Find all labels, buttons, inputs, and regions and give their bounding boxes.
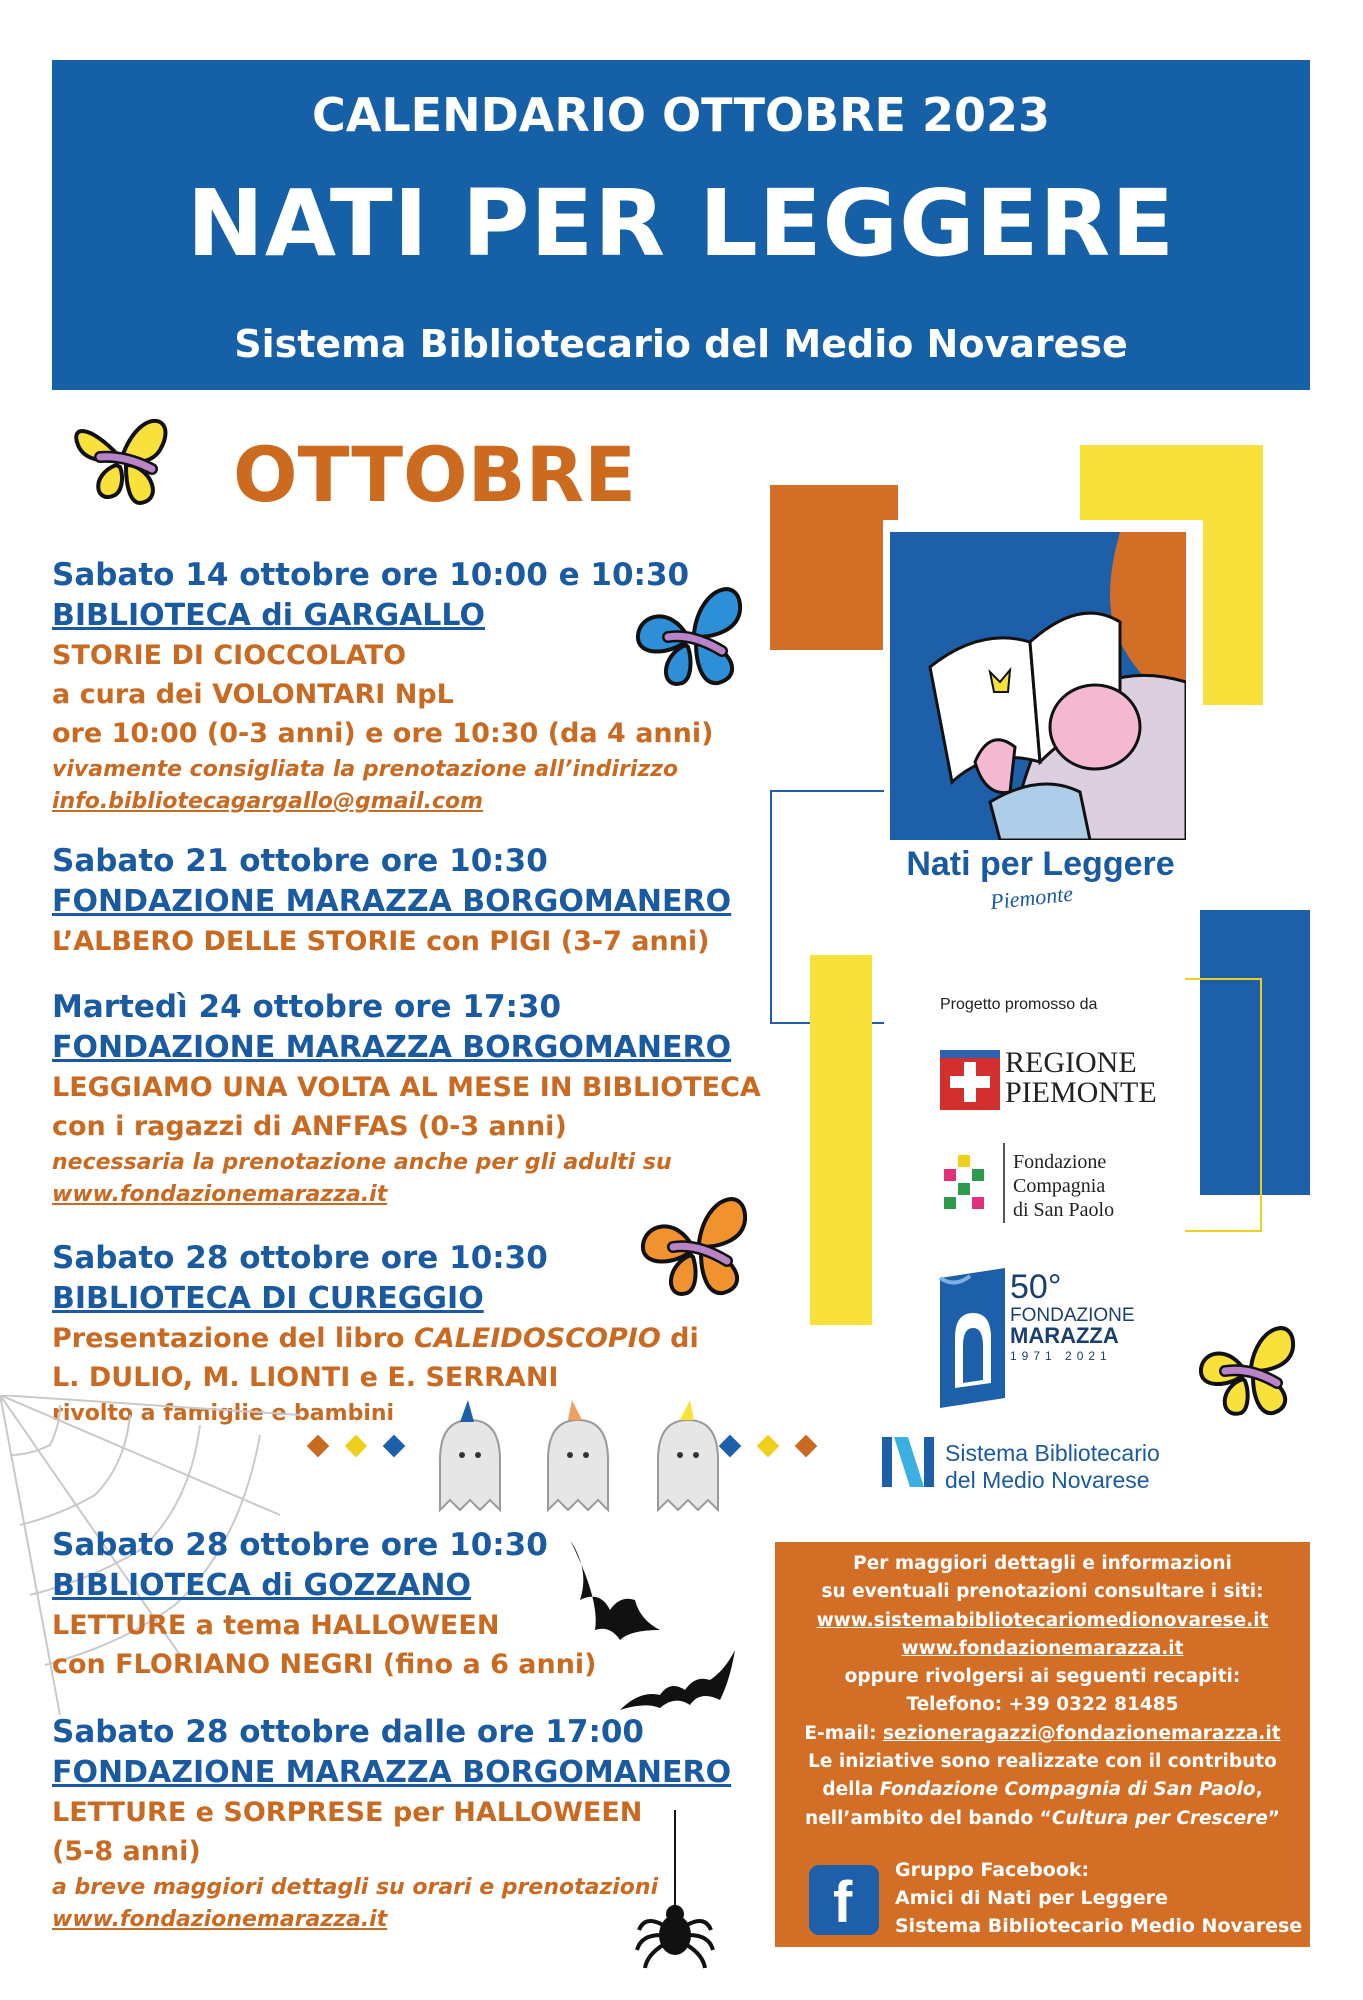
event-venue: BIBLIOTECA di GOZZANO [52, 1568, 471, 1603]
halloween-divider [300, 1400, 820, 1525]
butterfly-orange-icon [635, 1185, 760, 1305]
butterfly-yellow-icon [1195, 1315, 1305, 1425]
sbmn-logo-icon [880, 1435, 940, 1490]
regione-text: PIEMONTE [1005, 1076, 1157, 1109]
event-detail: L. DULIO, M. LIONTI e E. SERRANI [52, 1362, 559, 1393]
event-detail: ore 10:00 (0-3 anni) e ore 10:30 (da 4 anni) [52, 718, 714, 749]
regione-text: REGIONE [1005, 1046, 1137, 1079]
info-website-link[interactable]: www.fondazionemarazza.it [901, 1637, 1184, 1659]
credit-text: nell’ambito del bando “ [805, 1807, 1052, 1829]
butterfly-blue-icon [630, 575, 755, 695]
month-heading: OTTOBRE [233, 430, 637, 519]
spider-icon [635, 1810, 715, 1970]
info-credit [775, 1805, 1310, 1833]
marazza-text: MARAZZA [1010, 1323, 1119, 1348]
email-label: E-mail: [804, 1722, 883, 1744]
credit-sponsor: Fondazione Compagnia di San Paolo [879, 1779, 1256, 1801]
event-detail [52, 1325, 812, 1364]
deco-yellow-bar [810, 955, 872, 1325]
event-date: Sabato 28 ottobre dalle ore 17:00 [52, 1714, 644, 1750]
event-date: Sabato 21 ottobre ore 10:30 [52, 843, 548, 879]
info-line: su eventuali prenotazioni consultare i siti: [821, 1581, 1264, 1603]
info-website-link[interactable]: www.sistemabibliotecariomedionovarese.it [816, 1609, 1269, 1631]
info-box [775, 1542, 1310, 1947]
event-date: Sabato 28 ottobre ore 10:30 [52, 1527, 548, 1563]
facebook-label: Gruppo Facebook: [895, 1859, 1090, 1881]
marazza-years: 1971 2021 [1010, 1349, 1112, 1363]
event-email-link[interactable]: info.bibliotecagargallo@gmail.com [52, 789, 484, 814]
info-email [775, 1720, 1310, 1748]
event-detail: con FLORIANO NEGRI (fino a 6 anni) [52, 1649, 597, 1680]
fcsp-text: Fondazione [1013, 1151, 1107, 1173]
butterfly-yellow-icon [70, 405, 170, 515]
event-detail: con i ragazzi di ANFFAS (0-3 anni) [52, 1111, 567, 1142]
regione-piemonte-logo [1005, 1048, 1157, 1108]
fcsp-divider [1003, 1143, 1005, 1223]
event-text: Presentazione del libro [52, 1323, 414, 1354]
fcsp-logo-icon [940, 1155, 990, 1215]
page-title: NATI PER LEGGERE [186, 170, 1176, 277]
credit-text: della [822, 1779, 880, 1801]
event-website-link[interactable]: www.fondazionemarazza.it [52, 1182, 388, 1207]
sbmn-logo-text [945, 1440, 1160, 1494]
book-title: CALEIDOSCOPIO [414, 1323, 661, 1354]
event-note: a breve maggiori dettagli su orari e prenotazioni [52, 1875, 659, 1900]
fcsp-text: Compagnia [1013, 1175, 1106, 1197]
event-date: Sabato 14 ottobre ore 10:00 e 10:30 [52, 557, 690, 593]
event-detail: L’ALBERO DELLE STORIE con PIGI (3-7 anni) [52, 926, 710, 957]
event-venue: FONDAZIONE MARAZZA BORGOMANERO [52, 1755, 732, 1790]
marazza-logo-text [1010, 1270, 1135, 1362]
event-audience: rivolto a famiglie e bambini [52, 1401, 395, 1426]
event-item [52, 989, 812, 1216]
fcsp-text: di San Paolo [1013, 1199, 1115, 1221]
header-banner [52, 60, 1310, 390]
event-detail: (5-8 anni) [52, 1836, 201, 1867]
fcsp-logo-text [1013, 1150, 1114, 1222]
reading-child-illustration [890, 532, 1186, 840]
sbmn-text: del Medio Novarese [945, 1467, 1150, 1493]
sbmn-text: Sistema Bibliotecario [945, 1440, 1160, 1466]
email-link[interactable]: sezioneragazzi@fondazionemarazza.it [883, 1722, 1281, 1744]
event-note: necessaria la prenotazione anche per gli adulti su [52, 1150, 672, 1175]
event-text: di [660, 1323, 699, 1354]
info-phone: Telefono: +39 0322 81485 [906, 1694, 1179, 1716]
marazza-text: FONDAZIONE [1010, 1305, 1135, 1326]
npl-logo-region: Piemonte [988, 880, 1075, 915]
event-note: vivamente consigliata la prenotazione all’indirizzo [52, 757, 679, 782]
deco-yellow-outline [1185, 978, 1262, 1232]
bats-icon [560, 1540, 740, 1730]
promoted-label: Progetto promosso da [940, 996, 1098, 1013]
event-venue: BIBLIOTECA di GARGALLO [52, 598, 485, 633]
diamond-row-right [719, 1435, 818, 1458]
event-item [52, 843, 812, 967]
event-detail: a cura dei VOLONTARI NpL [52, 679, 454, 710]
page-subtitle: Sistema Bibliotecario del Medio Novarese [234, 322, 1128, 366]
marazza-anniversary: 50° [1010, 1268, 1062, 1306]
regione-piemonte-crest-icon [940, 1050, 1000, 1110]
facebook-icon[interactable]: f [809, 1865, 879, 1935]
facebook-group-name[interactable]: Sistema Bibliotecario Medio Novarese [895, 1915, 1303, 1937]
calendar-label: CALENDARIO OTTOBRE 2023 [312, 88, 1050, 142]
event-website-link[interactable]: www.fondazionemarazza.it [52, 1907, 388, 1932]
event-detail: LETTURE e SORPRESE per HALLOWEEN [52, 1797, 643, 1828]
event-venue: BIBLIOTECA DI CUREGGIO [52, 1281, 484, 1316]
event-detail: LETTURE a tema HALLOWEEN [52, 1610, 500, 1641]
info-line: oppure rivolgersi ai seguenti recapiti: [844, 1666, 1241, 1688]
event-date: Martedì 24 ottobre ore 17:30 [52, 989, 562, 1025]
event-venue: FONDAZIONE MARAZZA BORGOMANERO [52, 884, 732, 919]
credit-text: ” [1267, 1807, 1280, 1829]
npl-logo-name: Nati per Leggere [906, 845, 1175, 883]
event-venue: FONDAZIONE MARAZZA BORGOMANERO [52, 1030, 732, 1065]
info-credit [775, 1776, 1310, 1804]
facebook-group-name[interactable]: Amici di Nati per Leggere [895, 1887, 1168, 1909]
deco-orange-block [770, 485, 898, 650]
credit-text: , [1255, 1779, 1263, 1801]
event-detail: STORIE DI CIOCCOLATO [52, 640, 407, 671]
marazza-book-icon [935, 1268, 1015, 1408]
event-date: Sabato 28 ottobre ore 10:30 [52, 1240, 548, 1276]
credit-program: Cultura per Crescere [1051, 1807, 1268, 1829]
event-detail: LEGGIAMO UNA VOLTA AL MESE IN BIBLIOTECA [52, 1072, 761, 1103]
diamond-row-left [307, 1435, 406, 1458]
info-line: Per maggiori dettagli e informazioni [853, 1553, 1232, 1574]
facebook-group [895, 1856, 1302, 1940]
info-credit: Le iniziative sono realizzate con il contributo [808, 1751, 1277, 1773]
